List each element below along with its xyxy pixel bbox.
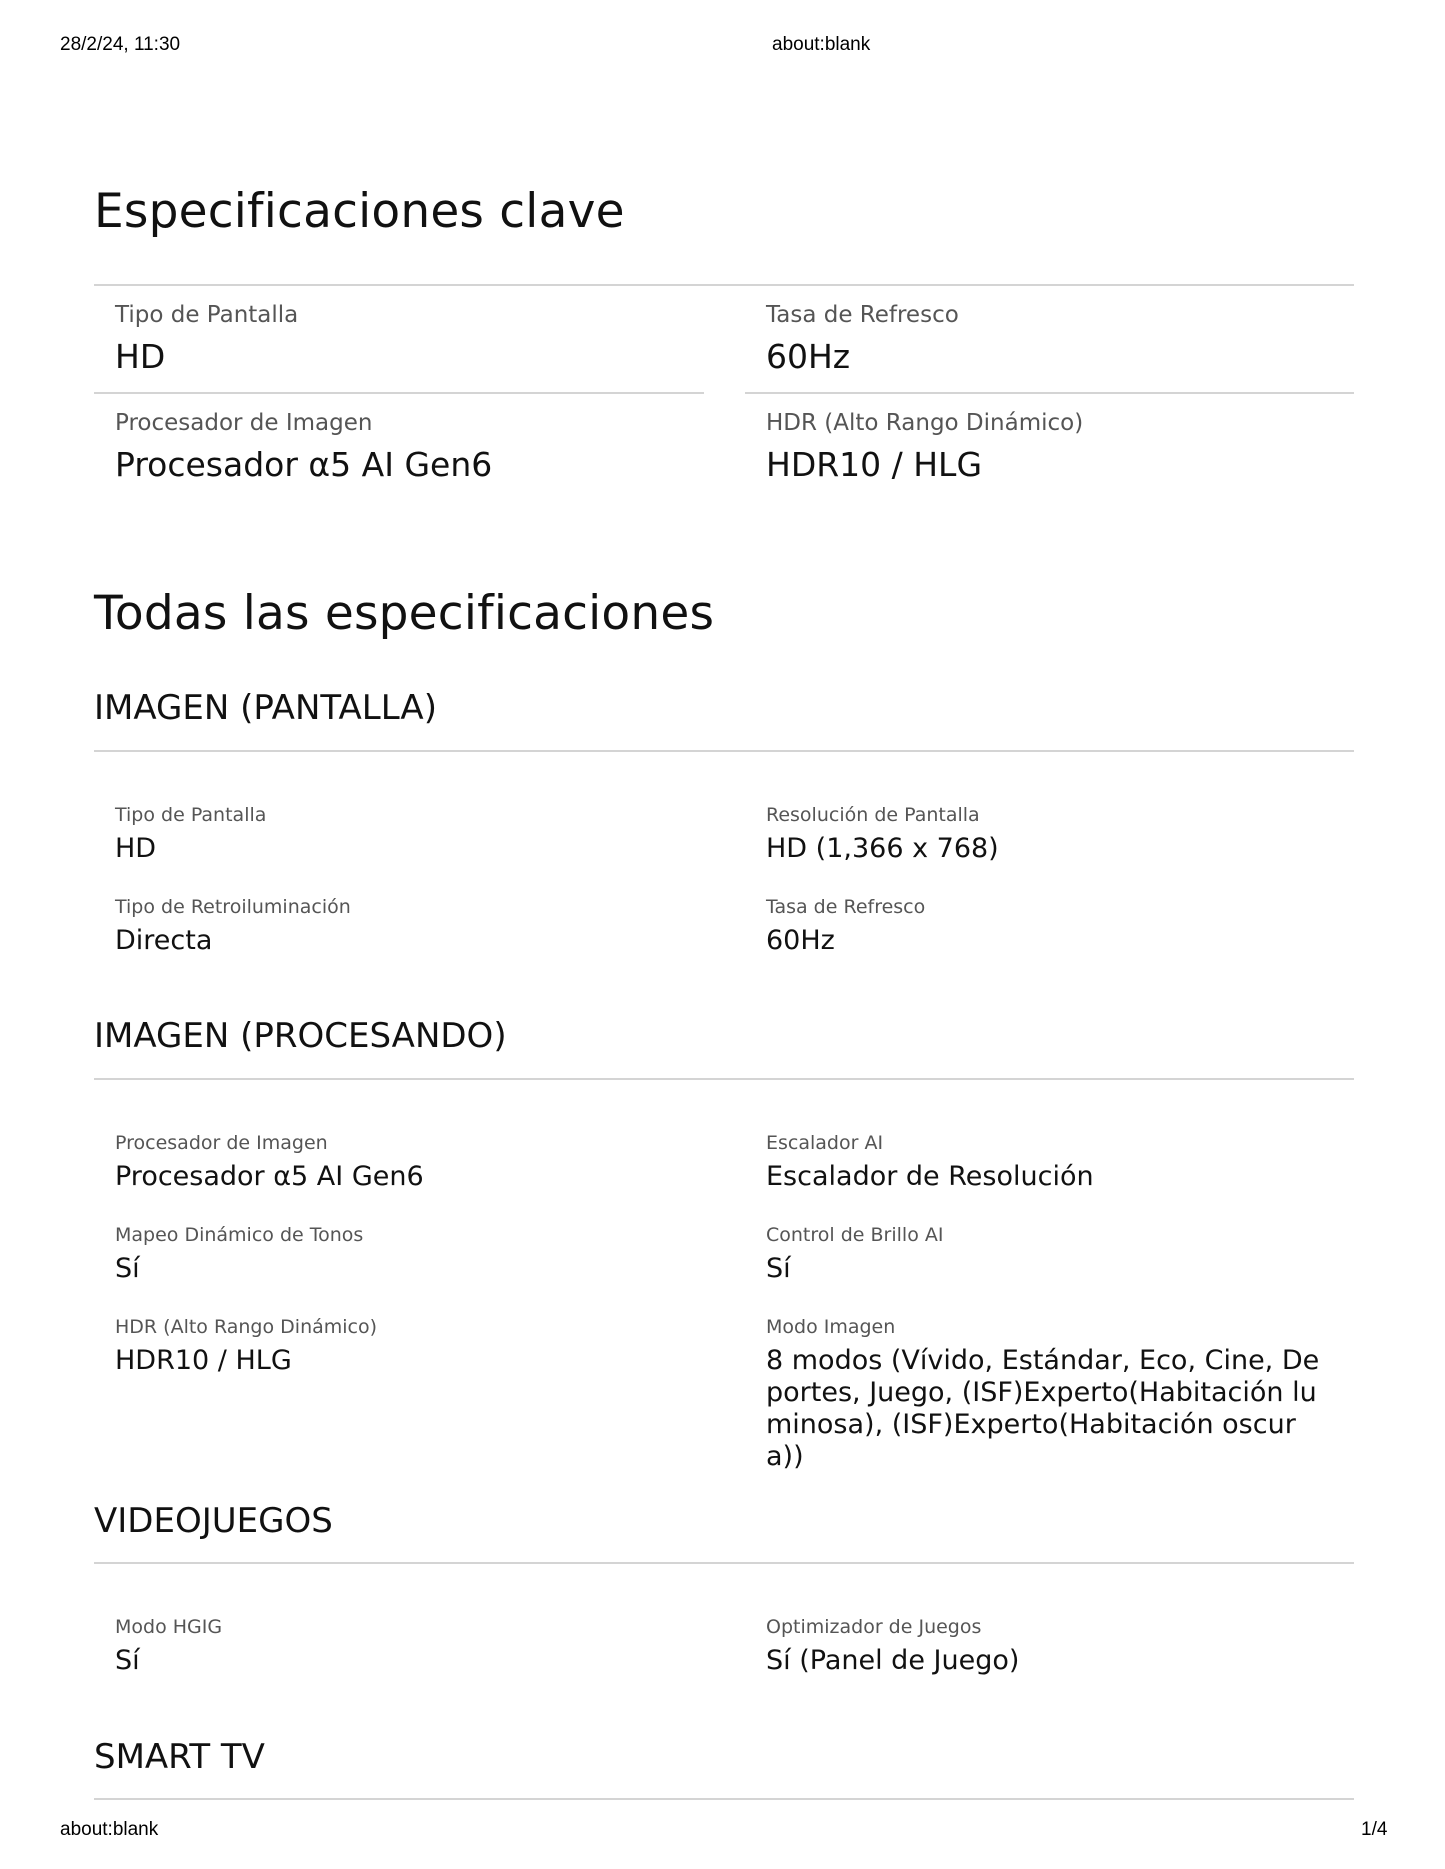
spec-value: Escalador de Resolución bbox=[766, 1161, 1094, 1192]
spec-label: Modo Imagen bbox=[766, 1316, 896, 1338]
section-title: SMART TV bbox=[94, 1737, 265, 1777]
spec-label: Optimizador de Juegos bbox=[766, 1616, 982, 1638]
spec-value-multiline: 8 modos (Vívido, Estándar, Eco, Cine, Deportes, Juego, (ISF)Experto(Habitación luminosa), (ISF)Experto(Habitación oscura)) bbox=[766, 1345, 1320, 1472]
section-divider bbox=[94, 1562, 1354, 1564]
print-header-url: about:blank bbox=[772, 34, 871, 55]
spec-label: Control de Brillo AI bbox=[766, 1224, 944, 1246]
section-divider bbox=[94, 1798, 1354, 1800]
key-spec-value: HDR10 / HLG bbox=[766, 445, 983, 484]
spec-label: Procesador de Imagen bbox=[115, 1132, 328, 1154]
spec-value: Directa bbox=[115, 925, 213, 956]
spec-label: Tasa de Refresco bbox=[766, 896, 926, 918]
key-spec-label: Procesador de Imagen bbox=[115, 410, 373, 436]
print-footer-url: about:blank bbox=[60, 1819, 159, 1840]
spec-label: Escalador AI bbox=[766, 1132, 884, 1154]
key-specs-title: Especificaciones clave bbox=[94, 184, 625, 239]
spec-label: Tipo de Retroiluminación bbox=[115, 896, 351, 918]
key-specs-row-divider bbox=[94, 392, 704, 394]
spec-value: HD bbox=[115, 833, 157, 864]
key-specs-top-divider bbox=[94, 284, 1354, 286]
section-title: IMAGEN (PROCESANDO) bbox=[94, 1016, 507, 1056]
key-spec-label: Tipo de Pantalla bbox=[115, 302, 299, 328]
spec-label: Resolución de Pantalla bbox=[766, 804, 980, 826]
spec-label: HDR (Alto Rango Dinámico) bbox=[115, 1316, 378, 1338]
key-spec-value: Procesador α5 AI Gen6 bbox=[115, 445, 493, 484]
spec-label: Modo HGIG bbox=[115, 1616, 223, 1638]
section-title: IMAGEN (PANTALLA) bbox=[94, 688, 437, 728]
spec-value: Sí bbox=[766, 1253, 791, 1284]
spec-value: Sí bbox=[115, 1253, 140, 1284]
section-title: VIDEOJUEGOS bbox=[94, 1501, 333, 1541]
section-divider bbox=[94, 1078, 1354, 1080]
spec-value: 60Hz bbox=[766, 925, 835, 956]
key-spec-value: 60Hz bbox=[766, 337, 851, 376]
spec-label: Tipo de Pantalla bbox=[115, 804, 267, 826]
key-spec-label: HDR (Alto Rango Dinámico) bbox=[766, 410, 1084, 436]
spec-value: HDR10 / HLG bbox=[115, 1345, 292, 1376]
page-indicator: 1/4 bbox=[1361, 1819, 1388, 1840]
all-specs-title: Todas las especificaciones bbox=[94, 586, 715, 641]
key-spec-value: HD bbox=[115, 337, 166, 376]
spec-value: Sí bbox=[115, 1645, 140, 1676]
spec-label: Mapeo Dinámico de Tonos bbox=[115, 1224, 364, 1246]
key-spec-label: Tasa de Refresco bbox=[766, 302, 959, 328]
spec-value: Procesador α5 AI Gen6 bbox=[115, 1161, 424, 1192]
key-specs-row-divider bbox=[745, 392, 1354, 394]
print-datetime: 28/2/24, 11:30 bbox=[60, 34, 181, 55]
spec-value: HD (1,366 x 768) bbox=[766, 833, 999, 864]
spec-value: Sí (Panel de Juego) bbox=[766, 1645, 1020, 1676]
section-divider bbox=[94, 750, 1354, 752]
